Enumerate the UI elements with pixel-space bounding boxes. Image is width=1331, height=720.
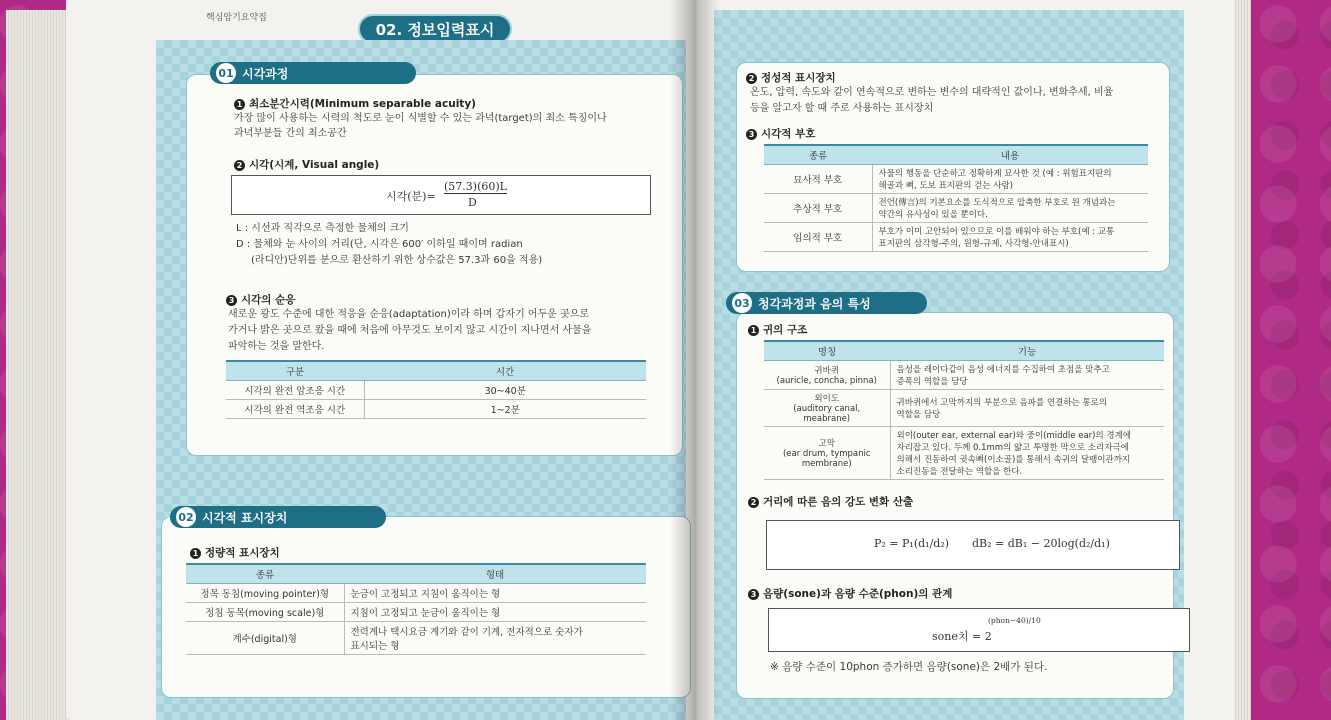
table-row: 귀바퀴 (auricle, concha, pinna) 음성을 레이다같이 음성 에너지를 수집하여 초점을 맞추고 증폭의 역할을 담당 (764, 361, 1164, 390)
table-row: 묘사적 부호 사물의 행동을 단순하고 정확하게 묘사한 것 (예 : 위험표지판의 해골과 뼈, 도보 표지판의 걷는 사람) (764, 165, 1148, 194)
book-label: 핵심암기요약집 (206, 13, 267, 23)
table-row: 계수(digital)형 전력계나 택시요금 계기와 같이 기계, 전자적으로 숫자가 표시되는 형 (186, 622, 646, 655)
section-01-header (210, 62, 416, 84)
pressure-formula: P₂ = P₁(d₁/d₂) (874, 537, 950, 550)
section-03-label: 청각과정과 음의 특성 (758, 296, 871, 311)
table-row: 외이도 (auditory canal, meabrane) 귀바퀴에서 고막까지의 부분으로 음파를 연결하는 통로의 역할을 담당 (764, 390, 1164, 427)
section-03-number: 03 (732, 293, 752, 313)
section-02-label: 시각적 표시장치 (202, 510, 288, 525)
section-01-number: 01 (216, 63, 236, 83)
sone-note: ※ 음량 수준이 10phon 증가하면 음량(sone)은 2배가 된다. (770, 661, 1048, 673)
bullet-3-icon: 3 (748, 589, 759, 600)
bullet-1-icon: 1 (190, 548, 201, 559)
quantitative-col-2: 형태 (344, 564, 646, 584)
table-row: 시각의 완전 암조응 시간 30~40분 (226, 381, 646, 400)
visual-angle-formula-box (231, 175, 651, 215)
s3-line-2: 가거나 밝은 곳으로 왔을 때에 처음에 아무것도 보이지 않고 시간이 지나면서 사물을 (228, 325, 592, 336)
r-s2-line-2: 등을 알고자 할 때 주로 사용하는 표시장치 (750, 103, 934, 114)
table-row: 추상적 부호 전언(傳言)의 기본요소를 도식적으로 압축한 부호로 원 개념과는 약간의 유사성이 있을 뿐이다. (764, 194, 1148, 223)
s3-2-heading: 2 거리에 따른 음의 강도 변화 산출 (748, 494, 913, 509)
open-book (6, 0, 1246, 720)
table-row: 정목 동침(moving pointer)형 눈금이 고정되고 지침이 움직이는 형 (186, 584, 646, 603)
section-02-header (170, 506, 386, 528)
r-s3-heading: 3 시각적 부호 (746, 126, 815, 141)
section-03-header (726, 292, 927, 314)
bullet-3-icon: 3 (226, 295, 237, 306)
visual-code-col-2: 내용 (872, 145, 1148, 165)
s1-line-1: 가장 많이 사용하는 시력의 척도로 눈이 식별할 수 있는 과녁(target)의 최소 특징이나 (234, 113, 607, 124)
formula-lhs: 시각(분)= (386, 190, 436, 203)
quantitative-display-table (186, 563, 646, 655)
chapter-title: 02. 정보입력표시 (358, 14, 512, 44)
table-row: 시각의 완전 역조응 시간 1~2분 (226, 400, 646, 419)
formula-numerator: (57.3)(60)L (444, 180, 507, 193)
definition-d-2: (라디안)단위를 분으로 환산하기 위한 상수값은 57.3과 60을 적용) (251, 255, 543, 266)
quantitative-col-1: 종류 (186, 564, 344, 584)
s3-3-heading: 3 음량(sone)과 음량 수준(phon)의 관계 (748, 586, 952, 601)
ear-structure-col-1: 명칭 (764, 341, 890, 361)
right-page (694, 0, 1234, 720)
ear-structure-col-2: 기능 (890, 341, 1164, 361)
visual-code-col-1: 종류 (764, 145, 872, 165)
s2-1-heading: 1 정량적 표시장치 (190, 545, 280, 560)
left-page (66, 0, 696, 720)
r-s2-line-1: 온도, 압력, 속도와 같이 연속적으로 변하는 변수의 대략적인 값이나, 변화추세, 비율 (750, 87, 1114, 98)
r-s2-heading: 2 정성적 표시장치 (746, 70, 836, 85)
table-row: 고막 (ear drum, tympanic membrane) 외이(outer ear, external ear)와 중이(middle ear)의 경계에 자리잡고 있다. 두께 0.1mm의 얇고 투명한 막으로 소리자극에 의해서 진동하여 귓속뼈(이소골)를 통해서 속귀의 달팽이관까지 소리진동을 전달하는 역할을 한다. (764, 427, 1164, 480)
table-row: 정침 동목(moving scale)형 지침이 고정되고 눈금이 움직이는 형 (186, 603, 646, 622)
bullet-2-icon: 2 (234, 160, 245, 171)
sone-exponent: (phon−40)/10 (988, 616, 1041, 625)
bullet-2-icon: 2 (748, 497, 759, 508)
definition-l: L : 시선과 직각으로 측정한 물체의 크기 (236, 223, 409, 234)
s1-line-2: 과녁부분들 간의 최소공간 (234, 128, 347, 139)
ear-structure-table (764, 340, 1164, 480)
bullet-2-icon: 2 (746, 73, 757, 84)
adaptation-table (226, 360, 646, 419)
section-02-number: 02 (176, 507, 196, 527)
section-01-label: 시각과정 (242, 66, 289, 81)
visual-code-table (764, 144, 1148, 252)
table-row: 임의적 부호 부호가 이미 고안되어 있으므로 이를 배워야 하는 부호(예 : 교통 표지판의 삼각형-주의, 원형-규제, 사각형-안내표시) (764, 223, 1148, 252)
sone-formula: sone치 = 2 (932, 630, 992, 643)
formula-denominator: D (468, 196, 477, 209)
adaptation-col-2: 시간 (364, 361, 646, 381)
definition-d: D : 물체와 눈 사이의 거리(단, 시각은 600′ 이하일 때이며 radian (236, 239, 523, 250)
decibel-formula: dB₂ = dB₁ − 20log(d₂/d₁) (972, 537, 1110, 550)
s3-1-heading: 1 귀의 구조 (748, 322, 807, 337)
adaptation-col-1: 구분 (226, 361, 364, 381)
bullet-1-icon: 1 (234, 99, 245, 110)
s3-heading: 3 시각의 순응 (226, 292, 295, 307)
s2-heading: 2 시각(시계, Visual angle) (234, 157, 379, 172)
book-gutter-shadow (670, 0, 720, 720)
s1-heading: 1 최소분간시력(Minimum separable acuity) (234, 96, 476, 111)
s3-line-3: 파악하는 것을 말한다. (228, 341, 325, 352)
bullet-3-icon: 3 (746, 129, 757, 140)
s3-line-1: 새로운 광도 수준에 대한 적응을 순응(adaptation)이라 하며 갑자기 어두운 곳으로 (228, 309, 590, 320)
bullet-1-icon: 1 (748, 325, 759, 336)
